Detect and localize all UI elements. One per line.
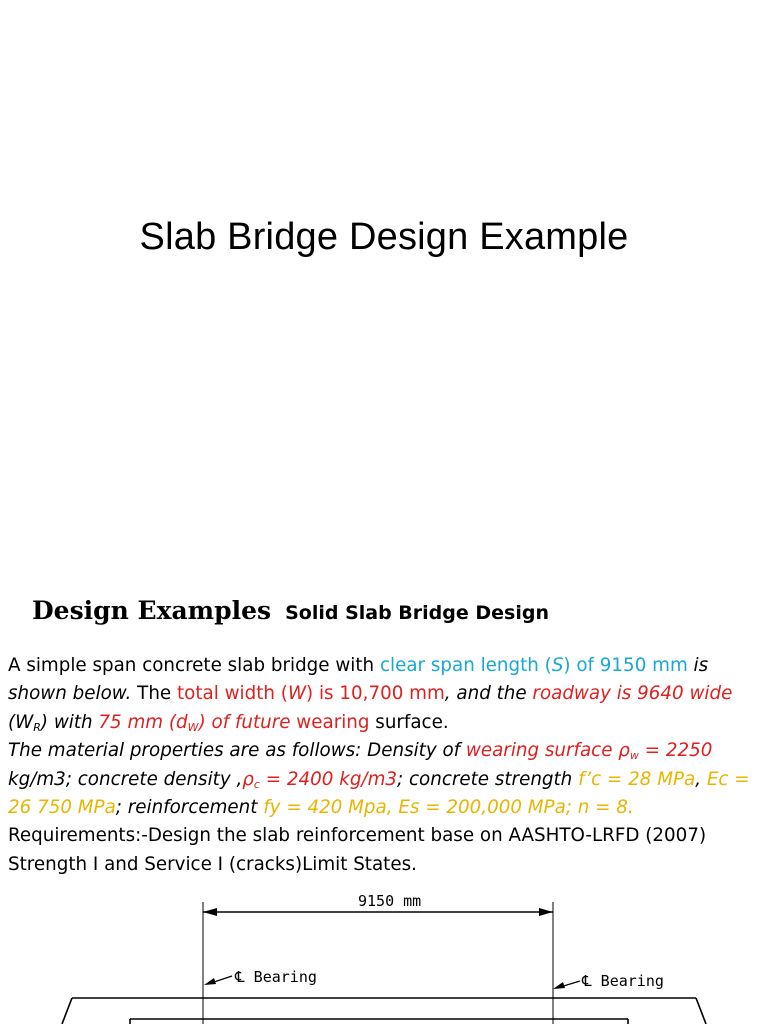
text-run: ,: [695, 768, 707, 790]
text-run: ) is 10,700 mm: [306, 683, 445, 705]
text-run: (W: [8, 711, 34, 733]
abutment-right-edge: [696, 998, 706, 1024]
design-examples-heading: Design Examples: [32, 596, 272, 625]
bearing-label-right: ℄ Bearing: [582, 972, 664, 990]
text-run: wearing: [296, 711, 370, 733]
bridge-elevation-drawing: [0, 880, 768, 1024]
text-run: roadway is 9640 wide: [532, 683, 733, 705]
text-run: Ec =: [706, 768, 750, 790]
text-run: ; concrete strength: [397, 768, 579, 790]
section-header: [32, 596, 549, 625]
text-run: is shown below.: [8, 655, 709, 705]
text-run: ; reinforcement: [115, 797, 264, 819]
dim-arrow-right: [539, 908, 553, 916]
text-run: wearing surface ρ: [465, 740, 630, 762]
text-run: , and the: [444, 683, 533, 705]
text-run: The material properties are as follows: Density of: [8, 740, 466, 762]
text-run: = 2250: [638, 740, 713, 762]
text-run: ) of future: [198, 711, 297, 733]
text-run: ) of 9150 mm: [563, 655, 688, 676]
abutment-left-edge: [62, 998, 72, 1024]
slide-title: Slab Bridge Design Example: [139, 216, 629, 258]
text-run: c: [253, 777, 260, 791]
text-run: R: [33, 720, 41, 734]
text-run: 26 750 MPa: [8, 797, 116, 819]
requirements-line-2: Strength I and Service I (cracks)Limit States.: [8, 853, 417, 875]
bearing-arrow-right: [553, 982, 565, 989]
bearing-arrow-left: [204, 978, 216, 985]
dim-arrow-left: [203, 908, 217, 916]
text-run: w: [629, 749, 639, 763]
text-run: ) with: [40, 711, 99, 733]
text-run: fy = 420 Mpa, Es = 200,000 MPa; n = 8.: [263, 797, 634, 819]
section-subtitle: Solid Slab Bridge Design: [285, 602, 549, 624]
bearing-label-left: ℄ Bearing: [235, 968, 317, 986]
problem-statement: [8, 652, 763, 879]
text-run: W: [287, 683, 307, 705]
text-run: S: [551, 655, 564, 676]
text-run: 75 mm (d: [98, 711, 188, 733]
text-run: kg/m3; concrete density ,: [8, 768, 243, 790]
span-label: 9150 mm: [358, 892, 422, 910]
text-run: total width (: [176, 683, 288, 705]
text-run: f’c = 28 MPa: [578, 768, 696, 790]
requirements-line: Requirements:-Design the slab reinforcement base on AASHTO-LRFD (2007): [8, 825, 707, 847]
text-run: W: [187, 720, 199, 734]
text-run: The: [131, 683, 177, 705]
text-run: surface.: [369, 711, 449, 733]
text-run: clear span length (: [379, 655, 552, 676]
text-run: ρ: [242, 768, 254, 790]
text-run: = 2400 kg/m3: [259, 768, 398, 790]
text-run: A simple span concrete slab bridge with: [8, 655, 380, 676]
